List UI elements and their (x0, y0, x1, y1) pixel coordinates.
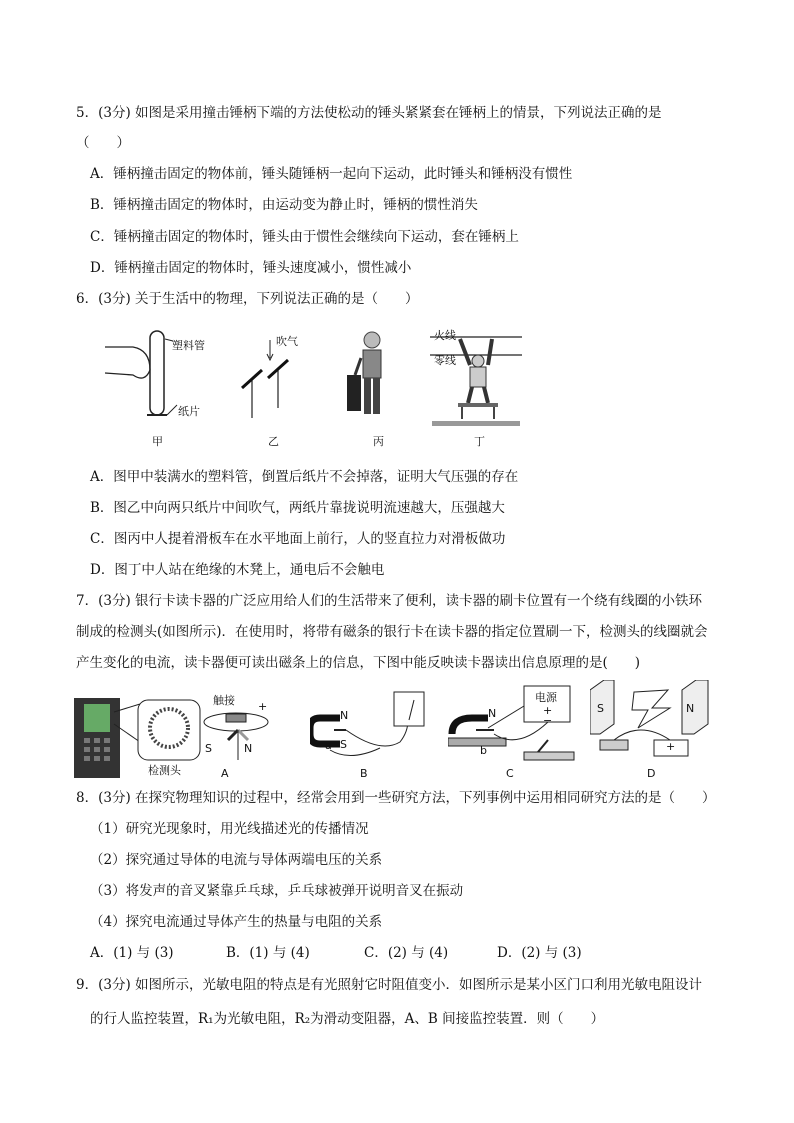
q8-option-b: B．(1) 与 (4) (226, 945, 310, 961)
q8-option-a: A．(1) 与 (3) (90, 945, 174, 961)
q6-option-b: B．图乙中向两只纸片中间吹气，两纸片靠拢说明流速越大，压强越大 (90, 500, 505, 516)
q6-label-ding: 丁 (474, 435, 485, 448)
q8-item-1: （1）研究光现象时，用光线描述光的传播情况 (90, 821, 369, 837)
q9-stem-line2: 的行人监控装置，R₁为光敏电阻，R₂为滑动变阻器，A、B 间接监控装置．则（ ） (90, 1011, 605, 1027)
q6-figure-yi (232, 340, 322, 425)
q5-stem-line2: （ ） (76, 135, 130, 151)
q7-c-minus: − (543, 714, 553, 727)
q7-label-contact: 触接 (213, 694, 235, 707)
q7-card-reader-figure (74, 698, 204, 778)
q7-label-d: D (647, 767, 656, 780)
q6-label-plastic-tube: 塑料管 (172, 339, 205, 352)
q5-option-a: A．锤柄撞击固定的物体前，锤头随锤柄一起向下运动，此时锤头和锤柄没有惯性 (90, 166, 573, 182)
q8-option-d: D．(2) 与 (3) (497, 945, 582, 961)
q5-stem-line1: 5．(3分) 如图是采用撞击锤柄下端的方法使松动的锤头紧紧套在锤柄上的情景，下列说法正确的是 (76, 105, 662, 121)
q6-option-c: C．图丙中人提着滑板车在水平地面上前行，人的竖直拉力对滑板做功 (90, 531, 506, 547)
q7-stem-line1: 7．(3分) 银行卡读卡器的广泛应用给人们的生活带来了便利，读卡器的刷卡位置有一个绕有线圈的小铁环 (76, 593, 703, 609)
q7-label-detector: 检测头 (148, 764, 181, 777)
q6-label-bing: 丙 (373, 435, 384, 448)
q5-option-c: C．锤柄撞击固定的物体时，锤头由于惯性会继续向下运动，套在锤柄上 (90, 229, 519, 245)
q6-stem: 6．(3分) 关于生活中的物理，下列说法正确的是（ ） (76, 291, 419, 307)
q6-label-blow: 吹气 (276, 335, 298, 348)
q6-label-neutral-wire: 零线 (434, 354, 456, 367)
q7-figure-b (310, 690, 430, 770)
q6-label-yi: 乙 (268, 435, 279, 448)
q8-item-4: （4）探究电流通过导体产生的热量与电阻的关系 (90, 914, 383, 930)
q7-d-label-s: S (597, 702, 604, 715)
q7-c-label-n: N (488, 707, 497, 720)
q7-b-label-n: N (340, 709, 349, 722)
q9-stem-line1: 9．(3分) 如图所示，光敏电阻的特点是有光照射它时阻值变小．如图所示是某小区门口利用光敏电阻设计 (76, 977, 703, 993)
q7-label-a: A (221, 767, 229, 780)
q7-b-label-a: a (325, 739, 332, 752)
q7-stem-line3: 产生变化的电流，读卡器便可读出磁条上的信息，下图中能反映读卡器读出信息原理的是( ) (76, 655, 641, 671)
q6-label-jia: 甲 (152, 435, 163, 448)
q7-figure-d (590, 680, 715, 770)
q6-label-paper: 纸片 (178, 405, 200, 418)
q6-option-d: D．图丁中人站在绝缘的木凳上，通电后不会触电 (90, 562, 385, 578)
q7-d-plus: + (666, 740, 676, 753)
q8-stem: 8．(3分) 在探究物理知识的过程中，经常会用到一些研究方法，下列事例中运用相同研究方法的是（ ） (76, 790, 716, 806)
q6-option-a: A．图甲中装满水的塑料管，倒置后纸片不会掉落，证明大气压强的存在 (90, 469, 519, 485)
q8-option-c: C．(2) 与 (4) (364, 945, 449, 961)
q8-item-3: （3）将发声的音叉紧靠乒乓球，乒乓球被弹开说明音叉在振动 (90, 883, 464, 899)
q7-a-plus: + (258, 700, 268, 713)
q7-c-plus: + (543, 704, 553, 717)
q6-label-live-wire: 火线 (434, 329, 456, 342)
q6-figure-bing (345, 330, 395, 430)
q5-option-b: B．锤柄撞击固定的物体时，由运动变为静止时，锤柄的惯性消失 (90, 197, 478, 213)
q7-d-label-n: N (686, 702, 695, 715)
q5-option-d: D．锤柄撞击固定的物体时，锤头速度减小，惯性减小 (90, 260, 412, 276)
q7-c-label-b: b (480, 744, 487, 757)
q7-b-label-s: S (340, 738, 347, 751)
q7-label-b: B (360, 767, 368, 780)
q8-item-2: （2）探究通过导体的电流与导体两端电压的关系 (90, 852, 383, 868)
q7-label-c: C (506, 767, 514, 780)
q7-a-label-s: S (205, 742, 212, 755)
q7-a-label-n: N (244, 742, 253, 755)
q7-stem-line2: 制成的检测头(如图所示)．在使用时，将带有磁条的银行卡在读卡器的指定位置刷一下，检测头的线圈就会 (76, 624, 708, 640)
q7-label-power: 电源 (535, 691, 557, 704)
q7-figure-c (448, 682, 578, 772)
